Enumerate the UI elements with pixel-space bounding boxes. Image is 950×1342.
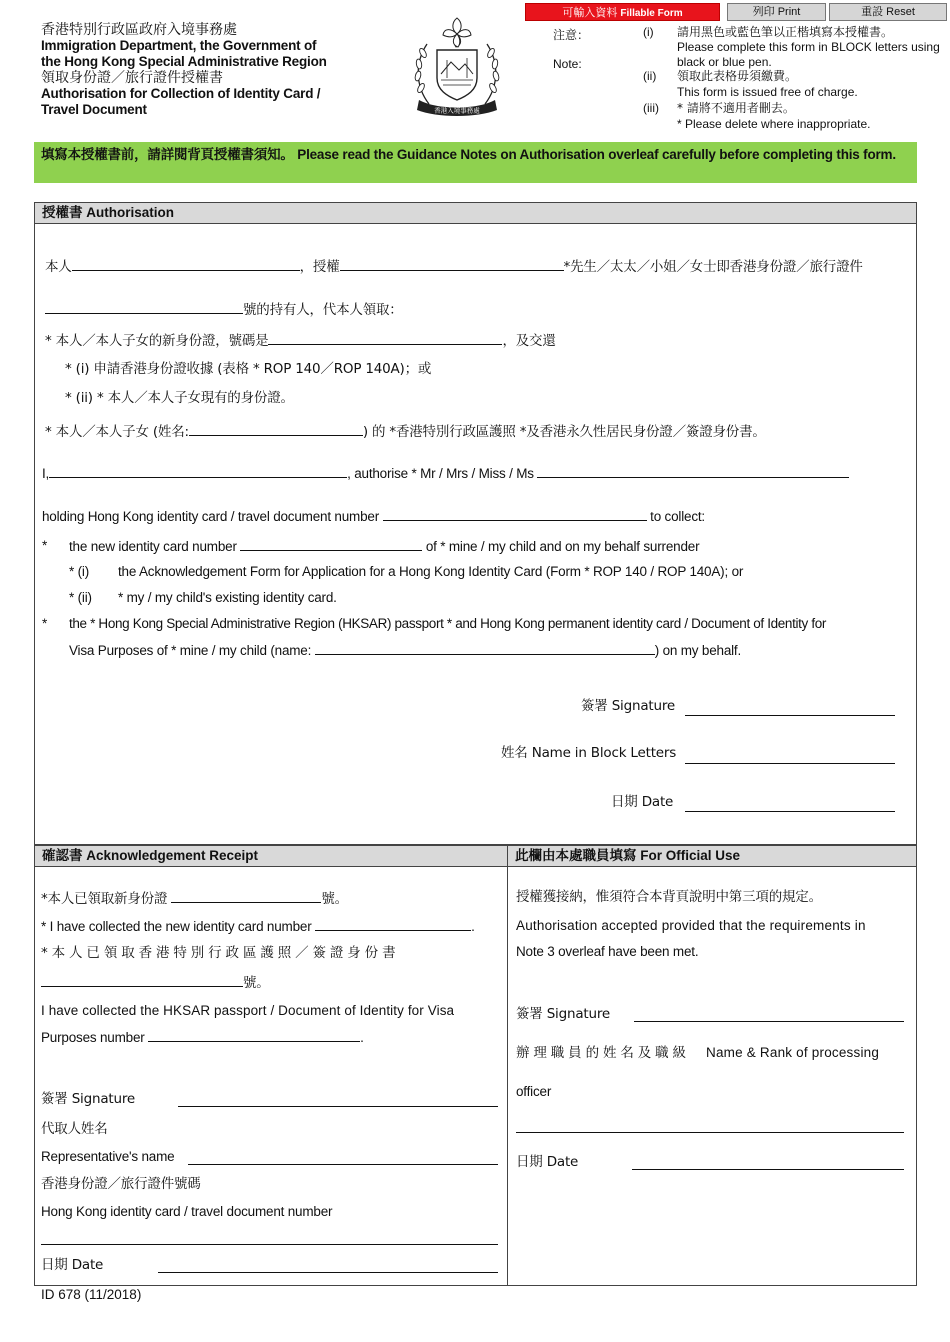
officer-label-zh: 辦 理 職 員 的 姓 名 及 職 級: [516, 1045, 686, 1061]
authorised-person-en-field[interactable]: [537, 464, 849, 478]
fillable-form-label-zh: 可輸入資料: [562, 6, 618, 19]
fillable-form-label-en: Fillable Form: [620, 8, 683, 19]
note-2-text-en: This form is issued free of charge.: [677, 85, 858, 99]
official-date-label: 日期 Date: [516, 1154, 579, 1170]
official-date-field[interactable]: [632, 1169, 904, 1170]
new-id-number-zh-field[interactable]: [268, 331, 502, 345]
ack-line-3: * 本 人 已 領 取 香 港 特 別 行 政 區 護 照 ／ 簽 證 身 份 書: [41, 945, 396, 961]
ack-line-1: *本人已領取新身份證 號。: [41, 891, 348, 907]
auth-date-field[interactable]: [685, 811, 895, 812]
ack-line-2: * I have collected the new identity card number .: [41, 919, 475, 934]
official-use-heading: 此欄由本處職員填寫 For Official Use: [508, 846, 916, 867]
department-header: [41, 22, 381, 118]
official-line-1: 授權獲接納，惟須符合本背頁說明中第三項的規定。: [516, 889, 822, 905]
guidance-banner: [34, 142, 917, 183]
auth-date-label: 日期 Date: [611, 794, 674, 810]
immigration-crest-icon: [407, 14, 507, 120]
rep-name-field[interactable]: [188, 1164, 498, 1165]
rep-id-label-zh: 香港身份證／旅行證件號碼: [41, 1176, 201, 1192]
officer-label-en-b: officer: [516, 1084, 552, 1099]
officer-name-rank-field[interactable]: [516, 1132, 904, 1133]
authorisation-section: [34, 202, 917, 845]
note-1-text-zh: 請用黑色或藍色筆以正楷填寫本授權書。: [677, 25, 894, 39]
auth-zh-line-4: * (i) 申請香港身份證收據 (表格 * ROP 140／ROP 140A)；或: [65, 361, 432, 377]
rep-id-field[interactable]: [41, 1244, 498, 1245]
auth-en-line-6-star: *: [42, 616, 48, 631]
authorised-person-zh-field[interactable]: [340, 257, 564, 271]
signature-field[interactable]: [685, 715, 895, 716]
official-line-2: Authorisation accepted provided that the requirements in: [516, 918, 866, 933]
auth-en-line-4: the Acknowledgement Form for Application for a Hong Kong Identity Card (Form * ROP 140 / ROP 140A); or: [118, 564, 744, 579]
auth-en-line-3: the new identity card number of * mine / my child and on my behalf surrender: [69, 539, 700, 554]
auth-en-line-6: the * Hong Kong Special Administrative Region (HKSAR) passport * and Hong Kong permanent identity card / Document of Identity for: [69, 616, 827, 631]
ack-passport-number-zh-field[interactable]: [41, 973, 243, 987]
auth-zh-line-1: 本人 ，授權 *先生／太太／小姐／女士即香港身份證／旅行證件: [45, 259, 863, 275]
note-1-text-en: Please complete this form in BLOCK letters using black or blue pen.: [677, 40, 940, 69]
official-signature-field[interactable]: [634, 1021, 904, 1022]
auth-en-line-5: * my / my child's existing identity card.: [118, 590, 337, 605]
authorisation-heading: 授權書 Authorisation: [35, 203, 916, 224]
note-3-text-en: * Please delete where inappropriate.: [677, 117, 871, 131]
auth-zh-line-3: * 本人／本人子女的新身份證，號碼是 ，及交還: [45, 333, 556, 349]
auth-zh-line-2: 號的持有人，代本人領取：: [45, 300, 403, 319]
department-name-zh: 香港特別行政區政府入境事務處: [41, 22, 237, 38]
acknowledgement-heading: 確認書 Acknowledgement Receipt: [35, 846, 507, 867]
auth-en-line-4-number: * (i): [69, 564, 89, 579]
child-name-en-field[interactable]: [315, 641, 655, 655]
official-signature-label: 簽署 Signature: [516, 1006, 611, 1022]
official-use-section: [507, 845, 917, 1286]
form-title-zh: 領取身份證／旅行證件授權書: [41, 70, 223, 86]
ack-signature-label: 簽署 Signature: [41, 1091, 136, 1107]
guidance-banner-zh: 填寫本授權書前，請詳閱背頁授權書須知。: [41, 147, 294, 163]
notes-label-en: Note:: [553, 57, 582, 71]
notes-label-zh: 注意：: [553, 28, 590, 42]
rep-name-label-zh: 代取人姓名: [41, 1121, 108, 1137]
note-3-text-zh: * 請將不適用者刪去。: [677, 101, 795, 115]
form-title-en-line1: Authorisation for Collection of Identity Card /: [41, 86, 321, 101]
auth-en-line-2: holding Hong Kong identity card / travel document number to collect:: [42, 509, 705, 524]
authorised-id-number-zh-field[interactable]: [45, 300, 243, 314]
signature-label: 簽署 Signature: [581, 698, 676, 714]
ack-date-label: 日期 Date: [41, 1257, 104, 1273]
fillable-form-button[interactable]: [525, 3, 720, 21]
ack-signature-field[interactable]: [178, 1106, 498, 1107]
auth-zh-line-6: * 本人／本人子女 (姓名: ) 的 *香港特別行政區護照 *及香港永久性居民身份證／簽證身份書。: [45, 424, 766, 440]
officer-label-en-a: Name & Rank of processing: [706, 1045, 880, 1060]
authoriser-name-zh-field[interactable]: [72, 257, 300, 271]
auth-en-line-7: Visa Purposes of * mine / my child (name: ) on my behalf.: [69, 643, 742, 658]
new-id-number-en-field[interactable]: [240, 537, 422, 551]
note-1-number: (i): [643, 25, 654, 39]
name-block-letters-field[interactable]: [685, 763, 895, 764]
authoriser-name-en-field[interactable]: [49, 464, 347, 478]
form-code: ID 678 (11/2018): [41, 1287, 142, 1302]
ack-passport-number-en-field[interactable]: [148, 1028, 360, 1042]
note-2-text-zh: 領取此表格毋須繳費。: [677, 69, 798, 83]
name-block-letters-label: 姓名 Name in Block Letters: [501, 745, 677, 761]
auth-en-line-3-star: *: [42, 538, 48, 553]
guidance-banner-en: Please read the Guidance Notes on Authorisation overleaf carefully before completing this form.: [297, 147, 896, 162]
ack-line-5: I have collected the HKSAR passport / Document of Identity for Visa: [41, 1003, 455, 1018]
ack-new-id-number-en-field[interactable]: [315, 917, 471, 931]
auth-en-line-1: I, , authorise * Mr / Mrs / Miss / Ms: [42, 464, 849, 483]
rep-id-label-en: Hong Kong identity card / travel document number: [41, 1204, 333, 1219]
ack-new-id-number-zh-field[interactable]: [171, 889, 321, 903]
official-line-3: Note 3 overleaf have been met.: [516, 944, 699, 959]
ack-line-4: 號。: [41, 973, 270, 992]
department-name-en-line2: the Hong Kong Special Administrative Region: [41, 54, 327, 69]
print-button[interactable]: 列印 Print: [727, 3, 826, 21]
auth-en-line-5-number: * (ii): [69, 590, 92, 605]
note-3-number: (iii): [643, 101, 659, 115]
reset-button[interactable]: 重設 Reset: [829, 3, 947, 21]
svg-text:香港入境事務處: 香港入境事務處: [434, 106, 480, 115]
department-name-en-line1: Immigration Department, the Government of: [41, 38, 317, 53]
note-2-number: (ii): [643, 69, 657, 83]
authorised-id-number-en-field[interactable]: [383, 507, 647, 521]
auth-zh-line-5: * (ii) * 本人／本人子女現有的身份證。: [65, 390, 294, 406]
child-name-zh-field[interactable]: [189, 422, 363, 436]
ack-date-field[interactable]: [158, 1272, 498, 1273]
form-title-en-line2: Travel Document: [41, 102, 147, 117]
ack-line-6: Purposes number .: [41, 1030, 364, 1045]
acknowledgement-section: [34, 845, 508, 1286]
rep-name-label-en: Representative's name: [41, 1149, 175, 1164]
